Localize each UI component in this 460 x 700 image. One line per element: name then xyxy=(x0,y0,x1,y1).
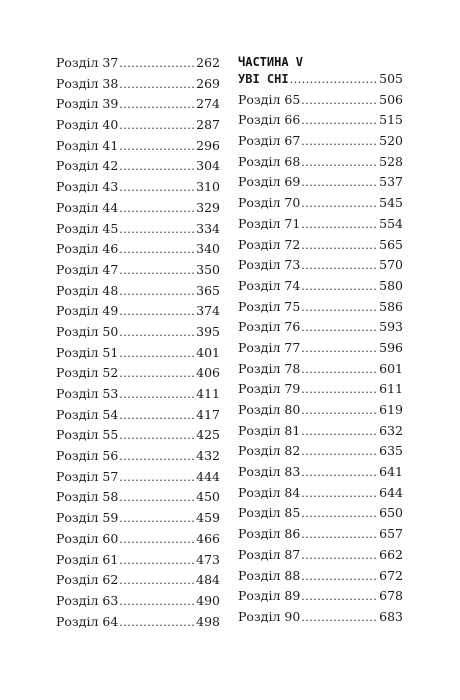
page-number: 678 xyxy=(379,588,403,604)
chapter-label: Розділ 81 xyxy=(238,422,301,438)
page-number: 657 xyxy=(379,526,403,542)
page-number: 269 xyxy=(196,75,220,91)
toc-entry[interactable] xyxy=(56,221,220,242)
chapter-label: Розділ 38 xyxy=(56,75,119,91)
dot-leader xyxy=(119,160,195,173)
dot-leader xyxy=(301,445,378,458)
toc-entry[interactable] xyxy=(238,278,403,299)
dot-leader xyxy=(119,533,195,546)
toc-entry[interactable] xyxy=(238,299,403,320)
dot-leader xyxy=(119,429,195,442)
toc-entry[interactable] xyxy=(238,340,403,361)
chapter-label: Розділ 60 xyxy=(56,530,119,546)
dot-leader xyxy=(119,388,195,401)
chapter-label: Розділ 84 xyxy=(238,484,301,500)
page-number: 619 xyxy=(379,402,403,417)
page-number: 340 xyxy=(196,241,220,257)
chapter-label: Розділ 48 xyxy=(56,282,119,298)
toc-right-column xyxy=(238,55,403,630)
page-number: 506 xyxy=(379,91,403,107)
chapter-label: Розділ 73 xyxy=(238,257,301,273)
chapter-label: Розділ 47 xyxy=(56,261,119,277)
toc-entry[interactable] xyxy=(56,531,220,552)
dot-leader xyxy=(119,574,195,587)
chapter-label: Розділ 59 xyxy=(56,510,119,526)
dot-leader xyxy=(119,347,195,360)
toc-entry[interactable] xyxy=(238,195,403,216)
toc-entry[interactable] xyxy=(56,614,220,635)
chapter-label: Розділ 42 xyxy=(56,158,119,174)
page-number: 528 xyxy=(379,153,403,169)
toc-entry[interactable] xyxy=(56,510,220,531)
page-number: 580 xyxy=(379,277,403,293)
toc-entry[interactable] xyxy=(56,55,220,76)
page-number: 334 xyxy=(196,220,220,236)
dot-leader xyxy=(119,140,195,153)
dot-leader xyxy=(119,57,195,70)
page-number: 296 xyxy=(196,137,220,153)
chapter-label: Розділ 61 xyxy=(56,551,119,567)
page-number: 635 xyxy=(379,443,403,459)
page-number: 310 xyxy=(196,179,220,195)
chapter-label: Розділ 69 xyxy=(238,174,301,190)
page-number: 650 xyxy=(379,505,403,521)
toc-entry[interactable] xyxy=(238,133,403,154)
page-number: 537 xyxy=(379,174,403,190)
dot-leader xyxy=(301,363,378,376)
page-number: 374 xyxy=(196,303,220,319)
dot-leader xyxy=(301,466,378,479)
dot-leader xyxy=(301,570,378,583)
chapter-label: Розділ 71 xyxy=(238,215,301,231)
page-number: 641 xyxy=(379,464,403,480)
page-number: 515 xyxy=(379,112,403,128)
page-number: 417 xyxy=(196,406,220,422)
dot-leader xyxy=(301,218,378,231)
dot-leader xyxy=(301,114,378,127)
chapter-label: Розділ 82 xyxy=(238,443,301,459)
dot-leader xyxy=(119,595,195,608)
toc-left-column xyxy=(56,55,220,634)
dot-leader xyxy=(119,264,195,277)
page-number: 262 xyxy=(196,55,220,70)
toc-entry[interactable] xyxy=(238,361,403,382)
chapter-label: Розділ 78 xyxy=(238,360,301,376)
toc-entry[interactable] xyxy=(238,443,403,464)
page-number: 411 xyxy=(196,386,220,401)
toc-entry[interactable] xyxy=(238,526,403,547)
chapter-label: Розділ 70 xyxy=(238,195,301,211)
chapter-label: Розділ 39 xyxy=(56,96,119,112)
toc-entry[interactable] xyxy=(238,588,403,609)
dot-leader xyxy=(119,285,195,298)
page-number: 554 xyxy=(379,215,403,231)
page-number: 672 xyxy=(379,567,403,583)
toc-entry[interactable] xyxy=(238,485,403,506)
chapter-label: Розділ 37 xyxy=(56,55,119,70)
page-number: 401 xyxy=(196,344,220,360)
dot-leader xyxy=(290,73,379,86)
toc-entry[interactable] xyxy=(56,427,220,448)
page-number: 570 xyxy=(379,257,403,273)
page-number: 611 xyxy=(379,381,403,397)
toc-entry[interactable] xyxy=(56,345,220,366)
toc-entry[interactable] xyxy=(238,402,403,423)
dot-leader xyxy=(301,321,378,334)
toc-entry[interactable] xyxy=(238,216,403,237)
page-number: 632 xyxy=(379,422,403,438)
dot-leader xyxy=(119,223,195,236)
chapter-label: Розділ 43 xyxy=(56,179,119,195)
chapter-label: Розділ 51 xyxy=(56,344,119,360)
chapter-label: Розділ 74 xyxy=(238,277,301,293)
toc-entry[interactable] xyxy=(238,92,403,113)
chapter-label: Розділ 40 xyxy=(56,117,119,133)
right-entries-list xyxy=(238,92,403,630)
page-number: 490 xyxy=(196,592,220,608)
chapter-label: Розділ 90 xyxy=(238,608,301,624)
page-number: 586 xyxy=(379,298,403,314)
page-number: 406 xyxy=(196,365,220,381)
chapter-label: Розділ 80 xyxy=(238,402,301,417)
part-title: ЧАСТИНА V xyxy=(238,55,304,69)
dot-leader xyxy=(119,554,195,567)
chapter-label: Розділ 77 xyxy=(238,339,301,355)
toc-entry[interactable] xyxy=(238,505,403,526)
dot-leader xyxy=(119,409,195,422)
chapter-label: Розділ 62 xyxy=(56,572,119,588)
page-number: 473 xyxy=(196,551,220,567)
dot-leader xyxy=(119,450,195,463)
toc-entry[interactable] xyxy=(56,262,220,283)
chapter-label: Розділ 64 xyxy=(56,613,119,629)
toc-entry[interactable] xyxy=(56,138,220,159)
chapter-label: Розділ 56 xyxy=(56,448,119,464)
chapter-label: Розділ 72 xyxy=(238,236,301,252)
dot-leader xyxy=(301,383,378,396)
chapter-label: Розділ 75 xyxy=(238,298,301,314)
chapter-label: Розділ 46 xyxy=(56,241,119,257)
toc-entry[interactable] xyxy=(56,572,220,593)
dot-leader xyxy=(301,487,378,500)
toc-entry[interactable] xyxy=(238,112,403,133)
toc-entry[interactable] xyxy=(56,303,220,324)
part-entry[interactable] xyxy=(238,71,403,92)
page-number: 274 xyxy=(196,96,220,112)
dot-leader xyxy=(301,94,378,107)
page-number: 444 xyxy=(196,468,220,484)
dot-leader xyxy=(301,507,378,520)
dot-leader xyxy=(301,342,378,355)
toc-entry[interactable] xyxy=(56,365,220,386)
dot-leader xyxy=(119,367,195,380)
dot-leader xyxy=(119,119,195,132)
toc-entry[interactable] xyxy=(238,319,403,340)
dot-leader xyxy=(119,181,195,194)
page-number: 545 xyxy=(379,195,403,211)
chapter-label: Розділ 66 xyxy=(238,112,301,128)
dot-leader xyxy=(301,404,378,417)
dot-leader xyxy=(301,611,378,624)
page-number: 498 xyxy=(196,613,220,629)
dot-leader xyxy=(119,305,195,318)
toc-entry[interactable] xyxy=(238,568,403,589)
chapter-label: Розділ 68 xyxy=(238,153,301,169)
dot-leader xyxy=(301,156,378,169)
toc-entry[interactable] xyxy=(56,117,220,138)
toc-entry[interactable] xyxy=(56,179,220,200)
chapter-label: Розділ 41 xyxy=(56,137,119,153)
chapter-label: Розділ 52 xyxy=(56,365,119,381)
toc-entry[interactable] xyxy=(56,96,220,117)
toc-entry[interactable] xyxy=(56,200,220,221)
page-number: 601 xyxy=(379,360,403,376)
toc-entry[interactable] xyxy=(238,174,403,195)
dot-leader xyxy=(119,616,195,629)
dot-leader xyxy=(119,326,195,339)
chapter-label: Розділ 89 xyxy=(238,588,301,604)
toc-entry[interactable] xyxy=(238,609,403,630)
part-page-number: 505 xyxy=(379,71,403,86)
dot-leader xyxy=(119,491,195,504)
chapter-label: Розділ 85 xyxy=(238,505,301,521)
page-number: 593 xyxy=(379,319,403,335)
toc-entry[interactable] xyxy=(56,593,220,614)
dot-leader xyxy=(301,590,378,603)
chapter-label: Розділ 76 xyxy=(238,319,301,335)
chapter-label: Розділ 49 xyxy=(56,303,119,319)
dot-leader xyxy=(301,301,378,314)
toc-entry[interactable] xyxy=(56,469,220,490)
toc-entry[interactable] xyxy=(238,257,403,278)
chapter-label: Розділ 55 xyxy=(56,427,119,443)
chapter-label: Розділ 86 xyxy=(238,526,301,542)
dot-leader xyxy=(301,197,378,210)
toc-entry[interactable] xyxy=(56,489,220,510)
toc-entry[interactable] xyxy=(56,407,220,428)
dot-leader xyxy=(301,528,378,541)
page-number: 304 xyxy=(196,158,220,174)
dot-leader xyxy=(301,425,378,438)
toc-entry[interactable] xyxy=(56,448,220,469)
dot-leader xyxy=(119,98,195,111)
toc-entry[interactable] xyxy=(56,552,220,573)
toc-entry[interactable] xyxy=(56,76,220,97)
page-number: 662 xyxy=(379,546,403,562)
page-number: 466 xyxy=(196,530,220,546)
page-number: 459 xyxy=(196,510,220,526)
part-subtitle: УВІ СНІ xyxy=(238,72,289,86)
chapter-label: Розділ 79 xyxy=(238,381,301,397)
page-number: 484 xyxy=(196,572,220,588)
page-number: 287 xyxy=(196,117,220,133)
chapter-label: Розділ 45 xyxy=(56,220,119,236)
toc-entry[interactable] xyxy=(238,381,403,402)
toc-entry[interactable] xyxy=(238,154,403,175)
page-number: 644 xyxy=(379,484,403,500)
chapter-label: Розділ 67 xyxy=(238,133,301,149)
toc-entry[interactable] xyxy=(238,237,403,258)
chapter-label: Розділ 65 xyxy=(238,91,301,107)
chapter-label: Розділ 57 xyxy=(56,468,119,484)
toc-entry[interactable] xyxy=(56,241,220,262)
dot-leader xyxy=(301,280,378,293)
dot-leader xyxy=(119,471,195,484)
page-number: 432 xyxy=(196,448,220,464)
dot-leader xyxy=(119,512,195,525)
page-number: 565 xyxy=(379,236,403,252)
dot-leader xyxy=(301,549,378,562)
chapter-label: Розділ 50 xyxy=(56,323,119,339)
chapter-label: Розділ 88 xyxy=(238,567,301,583)
page-number: 596 xyxy=(379,339,403,355)
dot-leader xyxy=(301,239,378,252)
chapter-label: Розділ 83 xyxy=(238,464,301,480)
chapter-label: Розділ 53 xyxy=(56,386,119,401)
chapter-label: Розділ 58 xyxy=(56,489,119,505)
page-number: 329 xyxy=(196,199,220,215)
dot-leader xyxy=(119,202,195,215)
page-number: 520 xyxy=(379,133,403,149)
page-number: 683 xyxy=(379,608,403,624)
toc-entry[interactable] xyxy=(56,386,220,407)
dot-leader xyxy=(119,243,195,256)
chapter-label: Розділ 63 xyxy=(56,592,119,608)
page-number: 350 xyxy=(196,261,220,277)
page-number: 425 xyxy=(196,427,220,443)
toc-entry[interactable] xyxy=(238,547,403,568)
dot-leader xyxy=(301,135,378,148)
toc-entry[interactable] xyxy=(56,283,220,304)
dot-leader xyxy=(119,78,195,91)
toc-entry[interactable] xyxy=(238,423,403,444)
chapter-label: Розділ 87 xyxy=(238,546,301,562)
toc-entry[interactable] xyxy=(56,158,220,179)
dot-leader xyxy=(301,176,378,189)
page-number: 450 xyxy=(196,489,220,505)
toc-entry[interactable] xyxy=(238,464,403,485)
page-number: 395 xyxy=(196,323,220,339)
chapter-label: Розділ 54 xyxy=(56,406,119,422)
toc-entry[interactable] xyxy=(56,324,220,345)
chapter-label: Розділ 44 xyxy=(56,199,119,215)
page-number: 365 xyxy=(196,282,220,298)
dot-leader xyxy=(301,259,378,272)
